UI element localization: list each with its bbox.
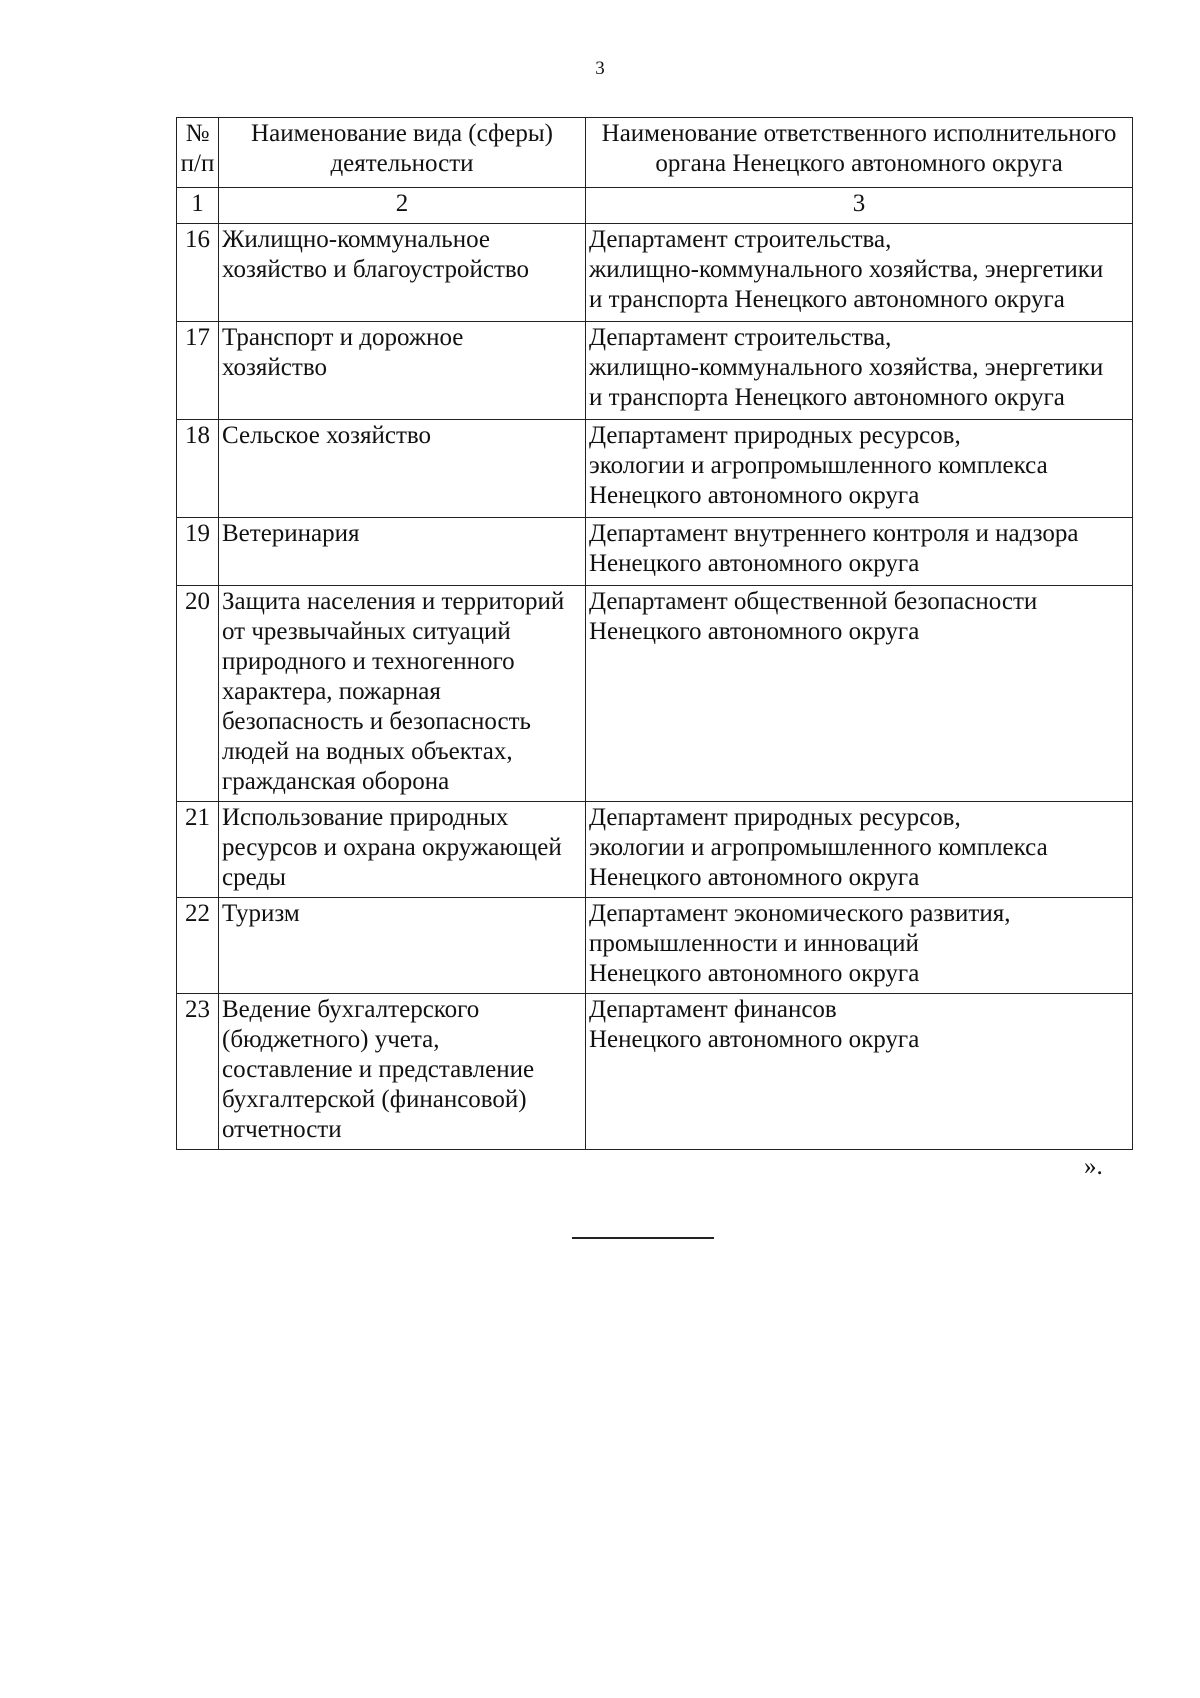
end-separator-line [572, 1237, 714, 1239]
organ-cell: Департамент общественной безопасности Ненецкого автономного округа [586, 586, 1133, 802]
organ-cell: Департамент внутреннего контроля и надзора Ненецкого автономного округа [586, 518, 1133, 586]
table-row [177, 898, 1133, 994]
table-header-row [177, 118, 1133, 188]
activity-cell: Ведение бухгалтерского (бюджетного) учета, составление и представление бухгалтерской (финансовой) отчетности [219, 994, 586, 1150]
organ-cell: Департамент строительства, жилищно-коммунального хозяйства, энергетики и транспорта Ненецкого автономного округа [586, 224, 1133, 322]
activity-cell: Ветеринария [219, 518, 586, 586]
page-number: 3 [595, 58, 605, 79]
activity-cell: Туризм [219, 898, 586, 994]
header-activity: Наименование вида (сферы) деятельности [219, 118, 586, 188]
table-row [177, 322, 1133, 420]
organ-cell: Департамент экономического развития, промышленности и инноваций Ненецкого автономного округа [586, 898, 1133, 994]
row-number: 18 [177, 420, 219, 518]
row-number: 19 [177, 518, 219, 586]
row-number: 23 [177, 994, 219, 1150]
row-number: 16 [177, 224, 219, 322]
activity-cell: Использование природных ресурсов и охрана окружающей среды [219, 802, 586, 898]
activity-cell: Транспорт и дорожное хозяйство [219, 322, 586, 420]
table-row [177, 518, 1133, 586]
organ-cell: Департамент природных ресурсов, экологии и агропромышленного комплекса Ненецкого автономного округа [586, 420, 1133, 518]
activity-cell: Жилищно-коммунальное хозяйство и благоустройство [219, 224, 586, 322]
table-row [177, 586, 1133, 802]
responsibility-table [176, 117, 1133, 1150]
closing-quote: ». [1084, 1153, 1103, 1180]
row-number: 17 [177, 322, 219, 420]
header-num: № п/п [177, 118, 219, 188]
column-number-row [177, 188, 1133, 224]
activity-cell: Сельское хозяйство [219, 420, 586, 518]
column-number-3: 3 [586, 188, 1133, 224]
column-number-1: 1 [177, 188, 219, 224]
row-number: 21 [177, 802, 219, 898]
table-row [177, 994, 1133, 1150]
row-number: 22 [177, 898, 219, 994]
organ-cell: Департамент финансов Ненецкого автономного округа [586, 994, 1133, 1150]
column-number-2: 2 [219, 188, 586, 224]
table-row [177, 420, 1133, 518]
activity-cell: Защита населения и территорий от чрезвычайных ситуаций природного и техногенного характера, пожарная безопасность и безопасность людей на водных объектах, гражданская оборона [219, 586, 586, 802]
table-row [177, 802, 1133, 898]
row-number: 20 [177, 586, 219, 802]
header-organ: Наименование ответственного исполнительного органа Ненецкого автономного округа [586, 118, 1133, 188]
organ-cell: Департамент природных ресурсов, экологии и агропромышленного комплекса Ненецкого автономного округа [586, 802, 1133, 898]
organ-cell: Департамент строительства, жилищно-коммунального хозяйства, энергетики и транспорта Ненецкого автономного округа [586, 322, 1133, 420]
table-row [177, 224, 1133, 322]
